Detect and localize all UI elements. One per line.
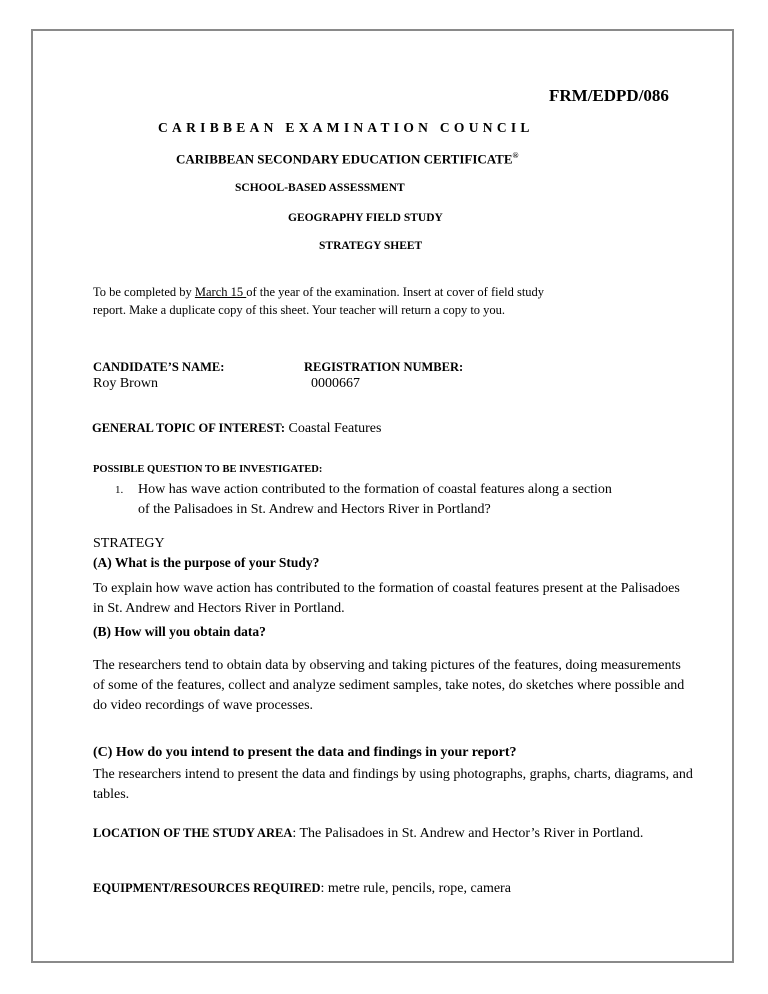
possible-question-label: POSSIBLE QUESTION TO BE INVESTIGATED: (93, 464, 323, 475)
certificate-heading (176, 151, 519, 167)
subject-heading: GEOGRAPHY FIELD STUDY (288, 212, 443, 224)
registration-number-label: REGISTRATION NUMBER: (304, 360, 464, 374)
sheet-heading: STRATEGY SHEET (319, 240, 423, 252)
study-location-label: LOCATION OF THE STUDY AREA (93, 826, 293, 840)
registered-mark: ® (512, 151, 519, 160)
section-b-answer: The researchers tend to obtain data by observing and taking pictures of the features, doing measurements of some of the features, collect and analyze sediment samples, take notes, do sketches where possible and do video recordings of wave processes. (93, 658, 685, 713)
deadline: March 15 (194, 285, 247, 299)
general-topic-value: Coastal Features (285, 421, 382, 436)
registration-number-value: 0000667 (311, 376, 360, 391)
instructions-before: To be completed by (93, 285, 195, 299)
candidate-name-value: Roy Brown (93, 376, 158, 391)
equipment-value: : metre rule, pencils, rope, camera (320, 881, 511, 896)
section-b-question: (B) How will you obtain data? (93, 624, 266, 639)
section-a-question: (A) What is the purpose of your Study? (93, 555, 320, 570)
candidate-name-label: CANDIDATE’S NAME: (93, 360, 225, 374)
council-heading: CARIBBEAN EXAMINATION COUNCIL (158, 120, 534, 135)
instructions (93, 283, 573, 319)
question-text: How has wave action contributed to the formation of coastal features along a section of the Palisadoes in St. Andrew and Hectors River in Portland? (138, 482, 612, 517)
instructions-after: of the year of the examination. Insert at cover of field study report. Make a duplicate copy of this sheet. Your teacher will return a copy to you. (93, 285, 545, 317)
general-topic-label: GENERAL TOPIC OF INTEREST: (92, 421, 285, 435)
equipment-label: EQUIPMENT/RESOURCES REQUIRED (93, 881, 321, 895)
assessment-heading: SCHOOL-BASED ASSESSMENT (235, 182, 405, 194)
general-topic (92, 421, 381, 437)
section-c-answer: The researchers intend to present the data and findings by using photographs, graphs, charts, diagrams, and tables. (93, 767, 693, 802)
equipment (93, 881, 511, 897)
certificate-title: CARIBBEAN SECONDARY EDUCATION CERTIFICATE (176, 151, 513, 167)
form-code: FRM/EDPD/086 (549, 86, 669, 105)
section-c-question: (C) How do you intend to present the data and findings in your report? (93, 745, 517, 760)
study-location (93, 823, 673, 844)
section-a-answer: To explain how wave action has contributed to the formation of coastal features present at the Palisadoes in St. Andrew and Hectors River in Portland. (93, 581, 680, 616)
strategy-heading: STRATEGY (93, 536, 165, 551)
study-location-value: : The Palisadoes in St. Andrew and Hector’s River in Portland. (292, 826, 644, 841)
question-number: 1. (115, 484, 124, 496)
